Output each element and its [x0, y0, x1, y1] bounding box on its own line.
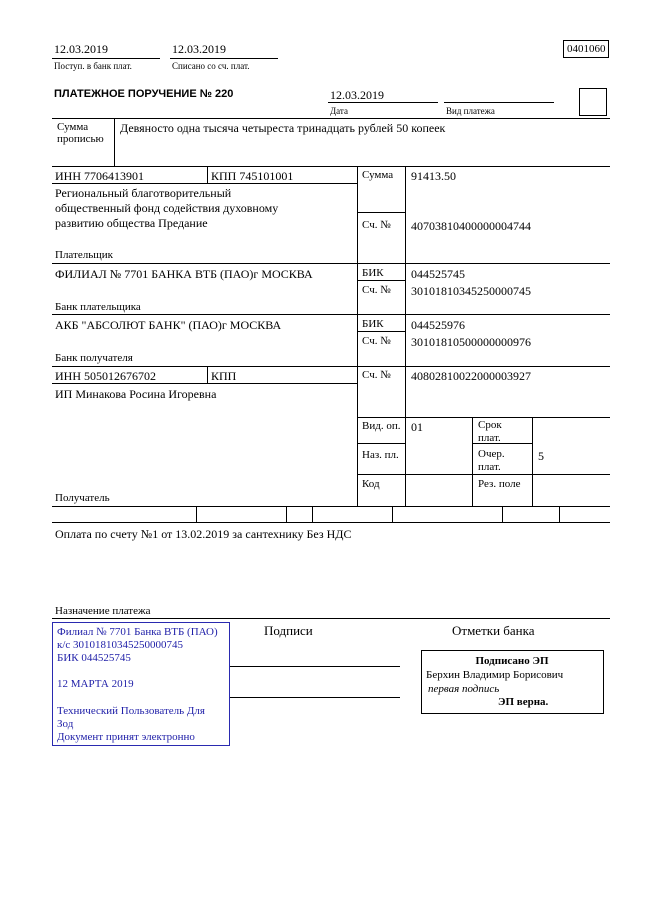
grid-line-payee-inn — [52, 383, 357, 384]
received-date: 12.03.2019 — [54, 42, 108, 56]
payment-type-label: Вид платежа — [446, 106, 495, 116]
reserve-label: Рез. поле — [478, 478, 521, 490]
status-box — [579, 88, 607, 116]
payment-purpose: Оплата по счету №1 от 13.02.2019 за сантехнику Без НДС — [55, 527, 352, 541]
payee-bik: 044525976 — [411, 318, 465, 332]
doc-date: 12.03.2019 — [330, 88, 384, 102]
payee-name: ИП Минакова Росина Игоревна — [55, 387, 217, 401]
stamp-line-2: к/с 30101810345250000745 — [57, 639, 184, 651]
amount-value: 91413.50 — [411, 169, 456, 183]
amount-words-label-2: прописью — [57, 133, 104, 145]
payer-inn: ИНН 7706413901 — [55, 169, 144, 183]
payee-bank-label: Банк получателя — [55, 352, 133, 364]
stamp-user-1: Технический Пользователь Для — [57, 705, 205, 717]
payer-name-line-2: общественный фонд содействия духовному — [55, 201, 279, 215]
grid-line-sum — [357, 212, 405, 213]
stamp-user-2: Зод — [57, 718, 74, 730]
payer-name-line-1: Региональный благотворительный — [55, 186, 232, 200]
grid-line-bik1 — [357, 280, 405, 281]
payee-corr-account: 30101810500000000976 — [411, 335, 531, 349]
priority-label-1: Очер. — [478, 448, 505, 460]
payee-corr-label: Сч. № — [362, 335, 391, 347]
term-label-1: Срок — [478, 419, 502, 431]
e-signature-verified: ЭП верна. — [498, 696, 549, 708]
stamp-accepted: Документ принят электронно — [57, 731, 195, 743]
date-label: Дата — [330, 106, 348, 116]
payer-bank-name: ФИЛИАЛ № 7701 БАНКА ВТБ (ПАО)г МОСКВА — [55, 267, 313, 281]
amount-words-divider — [114, 118, 115, 166]
grid-line-4 — [52, 366, 610, 367]
page-title: ПЛАТЕЖНОЕ ПОРУЧЕНИЕ № 220 — [54, 88, 234, 100]
grid-line-8 — [357, 474, 610, 475]
grid-col-kpp — [207, 166, 208, 183]
purpose-bottom-line — [52, 618, 610, 619]
amount-words-top-line — [52, 118, 610, 119]
payee-inn: ИНН 505012676702 — [55, 369, 156, 383]
tax-col-4 — [392, 506, 393, 522]
grid-line-1 — [52, 166, 610, 167]
payer-bik: 044525745 — [411, 267, 465, 281]
signature-line-1 — [230, 666, 400, 667]
amount-words-label-1: Сумма — [57, 121, 89, 133]
debited-date: 12.03.2019 — [172, 42, 226, 56]
payee-bank-name: АКБ "АБСОЛЮТ БАНК" (ПАО)г МОСКВА — [55, 318, 282, 332]
op-type: 01 — [411, 420, 423, 434]
payee-label: Получатель — [55, 492, 110, 504]
received-label: Поступ. в банк плат. — [54, 61, 132, 71]
signatures-label: Подписи — [264, 623, 313, 638]
payee-kpp: КПП — [211, 369, 237, 383]
grid-line-10 — [52, 522, 610, 523]
stamp-line-1: Филиал № 7701 Банка ВТБ (ПАО) — [57, 626, 218, 638]
grid-line-bik2 — [357, 331, 405, 332]
payer-kpp: КПП 745101001 — [211, 169, 294, 183]
stamp-date: 12 МАРТА 2019 — [57, 678, 134, 690]
tax-col-3 — [312, 506, 313, 522]
bank-stamp — [52, 622, 230, 746]
received-date-line — [52, 58, 160, 59]
tax-col-1 — [196, 506, 197, 522]
grid-col-values — [405, 166, 406, 506]
bank-marks-label: Отметки банка — [452, 623, 535, 638]
payee-account-label: Сч. № — [362, 369, 391, 381]
signature-line-2 — [230, 697, 400, 698]
grid-line-6 — [357, 443, 405, 444]
e-signature-name: Берхин Владимир Борисович — [426, 669, 564, 681]
payee-account: 40802810022000003927 — [411, 369, 531, 383]
priority-label-2: плат. — [478, 461, 501, 473]
e-signature-title: Подписано ЭП — [475, 655, 549, 667]
op-type-label: Вид. оп. — [362, 420, 401, 432]
grid-col-labels — [357, 166, 358, 506]
debited-label: Списано со сч. плат. — [172, 61, 250, 71]
doc-date-line — [328, 102, 438, 103]
tax-col-5 — [502, 506, 503, 522]
grid-line-5 — [357, 417, 610, 418]
e-signature-role: первая подпись — [428, 683, 500, 695]
grid-col-priority — [532, 417, 533, 506]
payer-corr-label: Сч. № — [362, 284, 391, 296]
payer-account: 40703810400000004744 — [411, 219, 531, 233]
amount-words: Девяносто одна тысяча четыреста тринадцать рублей 50 копеек — [120, 121, 446, 135]
term-label-2: плат. — [478, 432, 501, 444]
payer-account-label: Сч. № — [362, 219, 391, 231]
grid-line-9 — [52, 506, 610, 507]
payer-bik-label: БИК — [362, 267, 384, 279]
e-signature-box — [421, 650, 604, 714]
form-code-box — [563, 40, 609, 58]
grid-col-payee-kpp — [207, 366, 208, 383]
tax-col-2 — [286, 506, 287, 522]
grid-line-inn — [52, 183, 357, 184]
payer-bank-label: Банк плательщика — [55, 301, 141, 313]
amount-label: Сумма — [362, 169, 394, 181]
tax-col-6 — [559, 506, 560, 522]
debited-date-line — [170, 58, 278, 59]
payment-type-line — [444, 102, 554, 103]
grid-col-term — [472, 417, 473, 506]
payee-bik-label: БИК — [362, 318, 384, 330]
payer-corr-account: 30101810345250000745 — [411, 284, 531, 298]
grid-line-2 — [52, 263, 610, 264]
form-code: 0401060 — [567, 43, 606, 55]
purpose-code-label: Наз. пл. — [362, 449, 399, 461]
code-label: Код — [362, 478, 380, 490]
purpose-label: Назначение платежа — [55, 605, 151, 617]
payer-name-line-3: развитию общества Предание — [55, 216, 208, 230]
payer-label: Плательщик — [55, 249, 113, 261]
priority-value: 5 — [538, 449, 544, 463]
stamp-line-3: БИК 044525745 — [57, 652, 131, 664]
grid-line-3 — [52, 314, 610, 315]
